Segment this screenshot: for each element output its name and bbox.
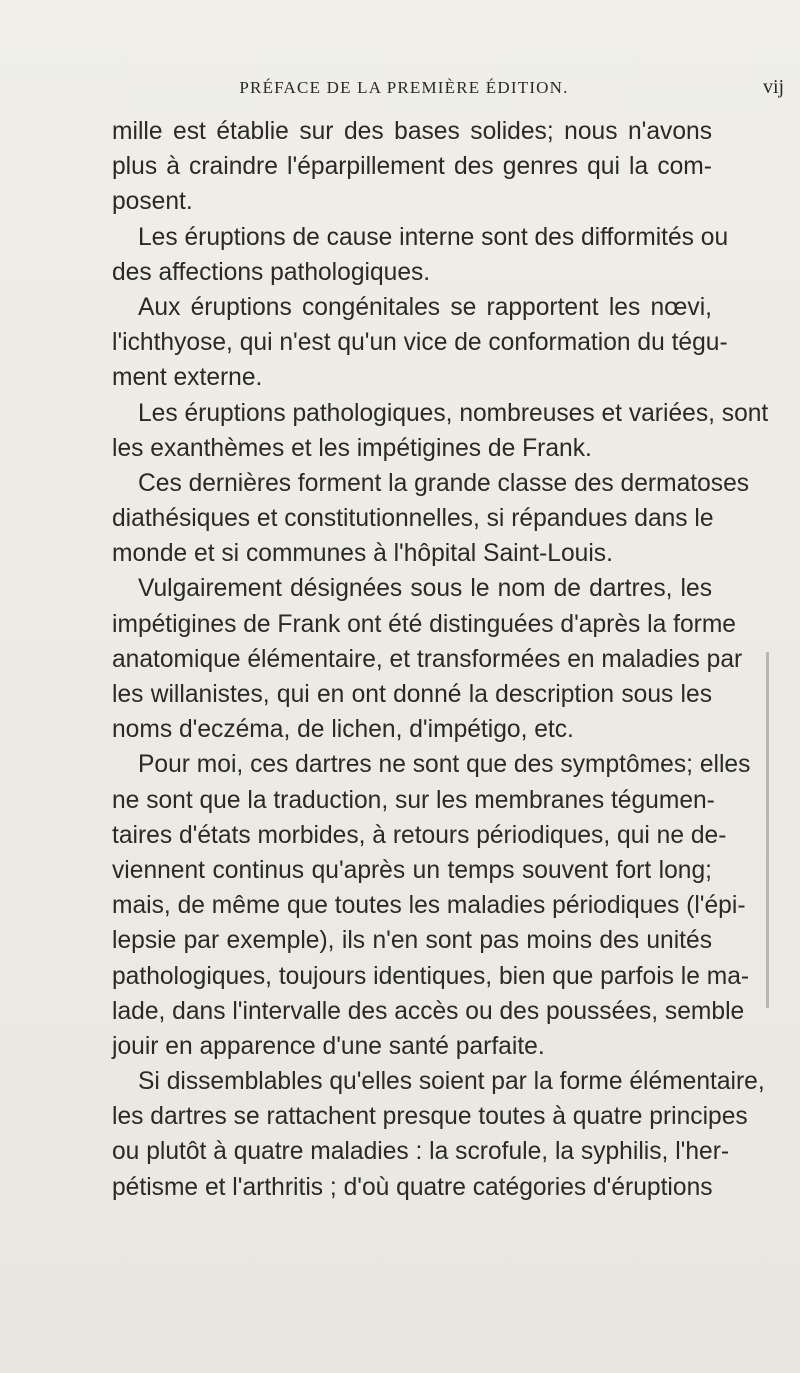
text-line: les dartres se rattachent presque toutes à quatre principes (112, 1103, 748, 1131)
text-line: pétisme et l'arthritis ; d'où quatre catégories d'éruptions (112, 1173, 713, 1201)
text-line: les willanistes, qui en ont donné la description sous les (112, 681, 712, 708)
text-line: Les éruptions de cause interne sont des difformités ou (138, 223, 729, 251)
body-text (112, 114, 769, 1205)
text-line: plus à craindre l'éparpillement des genres qui la com- (112, 153, 712, 181)
text-line: Pour moi, ces dartres ne sont que des symptômes; elles (138, 751, 751, 779)
text-line: pathologiques, toujours identiques, bien que parfois le ma- (112, 962, 750, 990)
text-line: Les éruptions pathologiques, nombreuses et variées, sont (138, 399, 769, 427)
text-line: ne sont que la traduction, sur les membranes tégumen- (112, 786, 715, 814)
text-line: posent. (112, 188, 193, 216)
text-line: noms d'eczéma, de lichen, d'impétigo, etc. (112, 716, 574, 744)
text-line: monde et si communes à l'hôpital Saint-Louis. (112, 540, 613, 568)
text-line: mille est établie sur des bases solides; nous n'avons (112, 118, 712, 145)
text-line: des affections pathologiques. (112, 258, 431, 286)
text-line: impétigines de Frank ont été distinguées d'après la forme (112, 610, 736, 638)
text-line: jouir en apparence d'une santé parfaite. (112, 1032, 545, 1060)
text-line: lepsie par exemple), ils n'en sont pas moins des unités (112, 927, 712, 955)
text-line: taires d'états morbides, à retours périodiques, qui ne de- (112, 821, 727, 849)
text-line: lade, dans l'intervalle des accès ou des poussées, semble (112, 997, 745, 1025)
text-line: Vulgairement désignées sous le nom de dartres, les (138, 575, 712, 603)
text-line: ment externe. (112, 364, 263, 392)
text-line: Ces dernières forment la grande classe des dermatoses (138, 469, 750, 497)
text-line: diathésiques et constitutionnelles, si répandues dans le (112, 505, 714, 533)
text-line: les exanthèmes et les impétigines de Frank. (112, 434, 592, 462)
page-number: vij (763, 76, 785, 98)
text-line: l'ichthyose, qui n'est qu'un vice de conformation du tégu- (112, 329, 728, 357)
text-line: viennent continus qu'après un temps souvent fort long; (112, 856, 712, 884)
running-header: PRÉFACE DE LA PREMIÈRE ÉDITION. (239, 78, 569, 97)
text-line: anatomique élémentaire, et transformées en maladies par (112, 645, 743, 673)
text-line: Si dissemblables qu'elles soient par la forme élémentaire, (138, 1068, 765, 1096)
text-line: ou plutôt à quatre maladies : la scrofule, la syphilis, l'her- (112, 1138, 730, 1166)
margin-mark (766, 652, 769, 1008)
text-line: mais, de même que toutes les maladies périodiques (l'épi- (112, 892, 746, 920)
text-line: Aux éruptions congénitales se rapportent les nœvi, (138, 293, 712, 321)
